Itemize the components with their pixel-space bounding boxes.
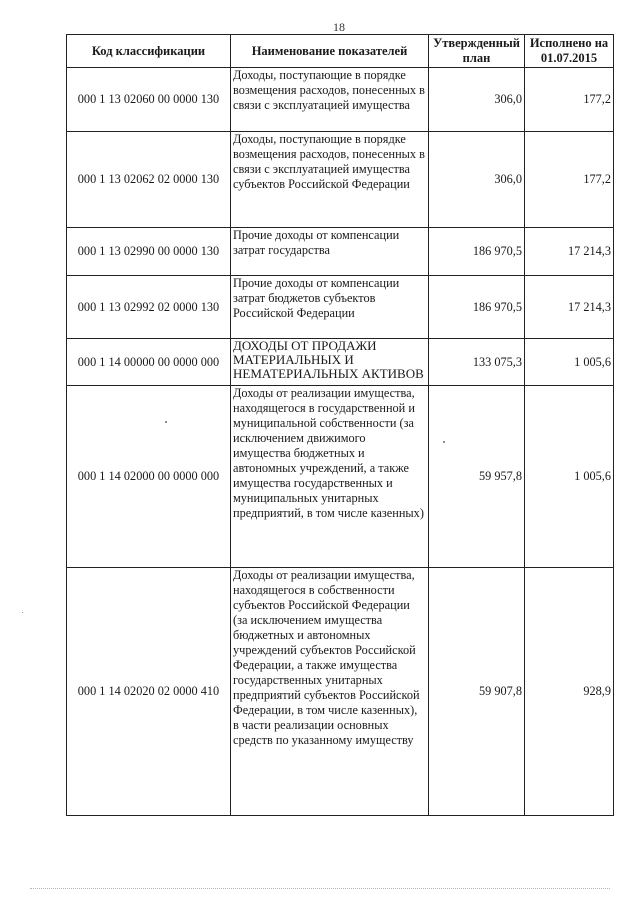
- table-row: [67, 386, 614, 568]
- budget-table: [66, 34, 614, 816]
- row-plan: 186 970,5: [429, 276, 525, 339]
- header-code: Код классификации: [67, 35, 231, 68]
- row-code: 000 1 13 02060 00 0000 130: [67, 68, 231, 132]
- row-code: 000 1 14 00000 00 0000 000: [67, 339, 231, 386]
- scan-speck: [22, 612, 23, 613]
- row-plan: 186 970,5: [429, 228, 525, 276]
- row-name: Прочие доходы от компенсации затрат бюджетов субъектов Российской Федерации: [231, 276, 429, 339]
- row-code: 000 1 14 02020 02 0000 410: [67, 568, 231, 816]
- row-plan: 306,0: [429, 132, 525, 228]
- row-done: 1 005,6: [525, 339, 614, 386]
- row-done: 177,2: [525, 68, 614, 132]
- row-name: ДОХОДЫ ОТ ПРОДАЖИ МАТЕРИАЛЬНЫХ И НЕМАТЕРИАЛЬНЫХ АКТИВОВ: [231, 339, 429, 386]
- table-row: [67, 228, 614, 276]
- table-row: [67, 132, 614, 228]
- header-done: Исполнено на 01.07.2015: [525, 35, 614, 68]
- table-header-row: [67, 35, 614, 68]
- row-name: Доходы от реализации имущества, находящегося в собственности субъектов Российской Федерации (за исключением имущества бюджетных и автономных учреждений субъектов Российской Федерации, а также имущества государственных унитарных предприятий субъектов Российской Федерации, в том числе казенных), в части реализации основных средств по указанному имуществу: [231, 568, 429, 816]
- row-plan: 133 075,3: [429, 339, 525, 386]
- row-code: 000 1 13 02062 02 0000 130: [67, 132, 231, 228]
- row-name: Прочие доходы от компенсации затрат государства: [231, 228, 429, 276]
- row-plan: 306,0: [429, 68, 525, 132]
- table-row: [67, 276, 614, 339]
- table-row: [67, 68, 614, 132]
- table-row: [67, 339, 614, 386]
- row-done: 17 214,3: [525, 276, 614, 339]
- scan-speck: [443, 441, 445, 443]
- header-plan: Утвержденный план: [429, 35, 525, 68]
- header-name: Наименование показателей: [231, 35, 429, 68]
- row-code: 000 1 14 02000 00 0000 000: [67, 386, 231, 568]
- row-plan: 59 957,8: [429, 386, 525, 568]
- table-row: [67, 568, 614, 816]
- page-number: 18: [333, 20, 345, 34]
- scan-speck: [165, 421, 167, 423]
- row-done: 177,2: [525, 132, 614, 228]
- row-plan: 59 907,8: [429, 568, 525, 816]
- row-name: Доходы, поступающие в порядке возмещения расходов, понесенных в связи с эксплуатацией имущества субъектов Российской Федерации: [231, 132, 429, 228]
- row-done: 928,9: [525, 568, 614, 816]
- row-name: Доходы, поступающие в порядке возмещения расходов, понесенных в связи с эксплуатацией имущества: [231, 68, 429, 132]
- row-name: Доходы от реализации имущества, находящегося в государственной и муниципальной собственности (за исключением движимого имущества бюджетных и автономных учреждений, а также имущества государственных и муниципальных унитарных предприятий, в том числе казенных): [231, 386, 429, 568]
- row-code: 000 1 13 02990 00 0000 130: [67, 228, 231, 276]
- scan-artifact-line: [30, 888, 610, 890]
- row-code: 000 1 13 02992 02 0000 130: [67, 276, 231, 339]
- row-done: 1 005,6: [525, 386, 614, 568]
- row-done: 17 214,3: [525, 228, 614, 276]
